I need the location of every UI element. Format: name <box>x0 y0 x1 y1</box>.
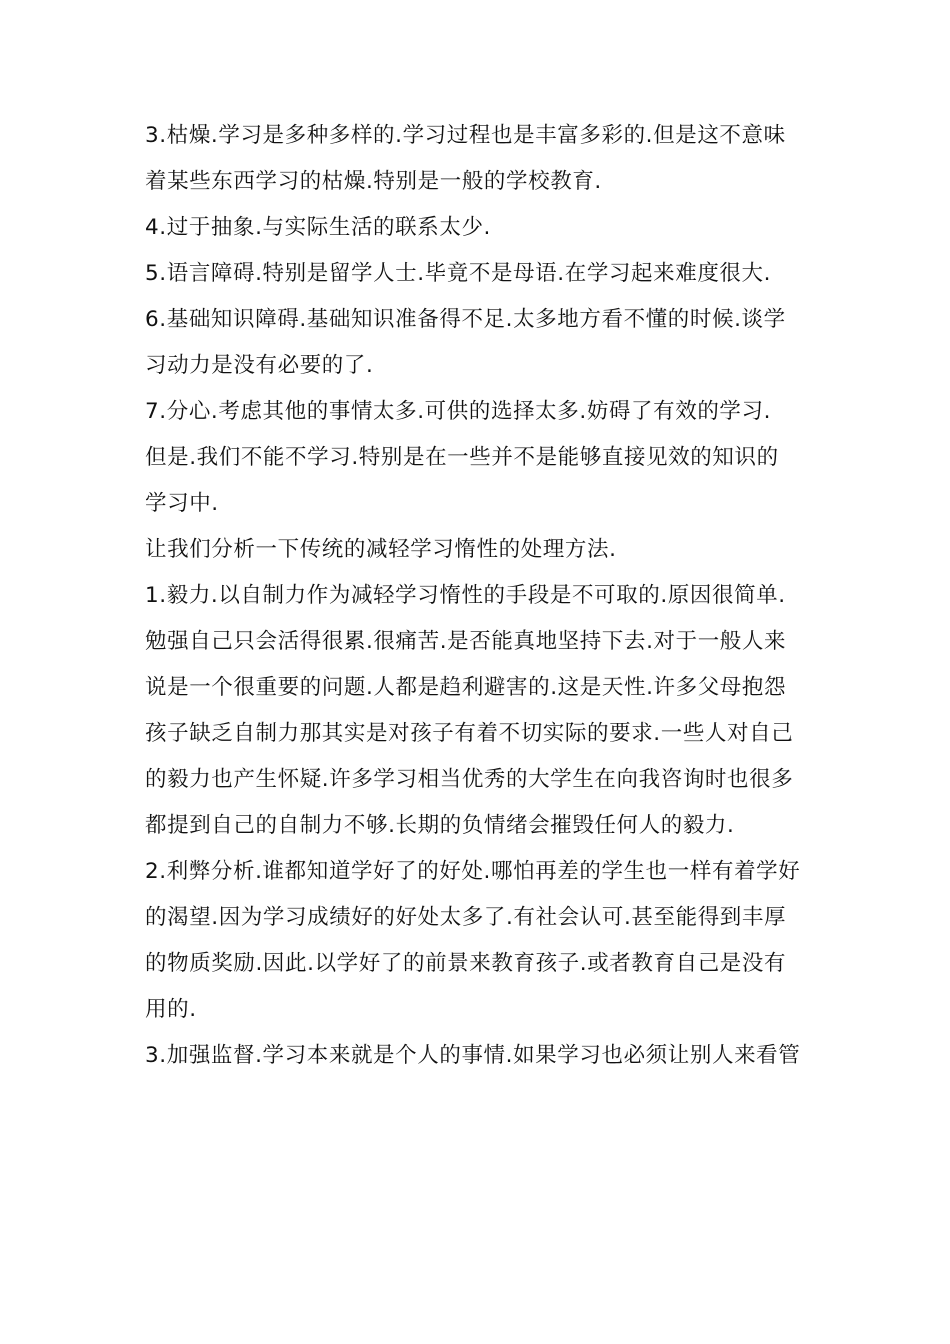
text-line: 都提到自己的自制力不够.长期的负情绪会摧毁任何人的毅力. <box>145 813 735 838</box>
text-line: 孩子缺乏自制力那其实是对孩子有着不切实际的要求.一些人对自己 <box>145 721 794 746</box>
text-line: 习动力是没有必要的了. <box>145 353 374 378</box>
text-line: 5.语言障碍.特别是留学人士.毕竟不是母语.在学习起来难度很大. <box>145 261 772 286</box>
text-line: 用的. <box>145 997 197 1022</box>
text-line: 学习中. <box>145 491 219 516</box>
text-line: 说是一个很重要的问题.人都是趋利避害的.这是天性.许多父母抱怨 <box>145 675 787 700</box>
text-line: 1.毅力.以自制力作为减轻学习惰性的手段是不可取的.原因很简单. <box>145 583 786 608</box>
text-line: 的物质奖励.因此.以学好了的前景来教育孩子.或者教育自己是没有 <box>145 951 787 976</box>
text-line: 让我们分析一下传统的减轻学习惰性的处理方法. <box>145 537 617 562</box>
text-line: 但是.我们不能不学习.特别是在一些并不是能够直接见效的知识的 <box>145 445 779 470</box>
text-line: 3.加强监督.学习本来就是个人的事情.如果学习也必须让别人来看管 <box>145 1043 801 1068</box>
document-body <box>145 113 810 1079</box>
text-line: 4.过于抽象.与实际生活的联系太少. <box>145 215 491 240</box>
text-line: 2.利弊分析.谁都知道学好了的好处.哪怕再差的学生也一样有着学好 <box>145 859 801 884</box>
text-line: 着某些东西学习的枯燥.特别是一般的学校教育. <box>145 169 602 194</box>
text-line: 7.分心.考虑其他的事情太多.可供的选择太多.妨碍了有效的学习. <box>145 399 772 424</box>
text-line: 的毅力也产生怀疑.许多学习相当优秀的大学生在向我咨询时也很多 <box>145 767 794 792</box>
text-line: 的渴望.因为学习成绩好的好处太多了.有社会认可.甚至能得到丰厚 <box>145 905 787 930</box>
text-line: 6.基础知识障碍.基础知识准备得不足.太多地方看不懂的时候.谈学 <box>145 307 786 332</box>
text-line: 3.枯燥.学习是多种多样的.学习过程也是丰富多彩的.但是这不意味 <box>145 123 786 148</box>
text-line: 勉强自己只会活得很累.很痛苦.是否能真地坚持下去.对于一般人来 <box>145 629 787 654</box>
